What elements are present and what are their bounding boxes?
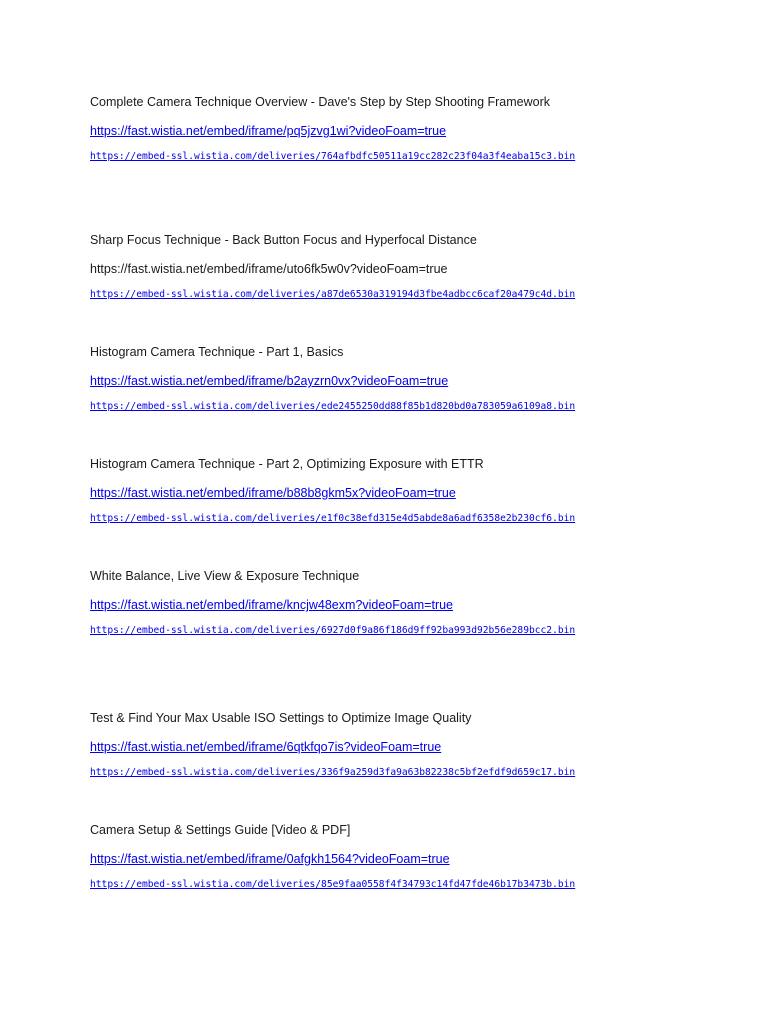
download-link[interactable]: https://embed-ssl.wistia.com/deliveries/ede2455250dd88f85b1d820bd0a783059a6109a8.bin [90, 401, 576, 412]
embed-url-text: https://fast.wistia.net/embed/iframe/uto6fk5w0v?videoFoam=true [90, 262, 448, 276]
video-title: Test & Find Your Max Usable ISO Settings to Optimize Image Quality [90, 711, 472, 725]
embed-link[interactable]: https://fast.wistia.net/embed/iframe/kncjw48exm?videoFoam=true [90, 598, 454, 612]
download-link[interactable]: https://embed-ssl.wistia.com/deliveries/764afbdfc50511a19cc282c23f04a3f4eaba15c3.bin [90, 151, 576, 162]
embed-link[interactable]: https://fast.wistia.net/embed/iframe/pq5jzvg1wi?videoFoam=true [90, 124, 447, 138]
embed-link[interactable]: https://fast.wistia.net/embed/iframe/b2ayzrn0vx?videoFoam=true [90, 374, 449, 388]
video-title: Camera Setup & Settings Guide [Video & PDF] [90, 823, 351, 837]
embed-link[interactable]: https://fast.wistia.net/embed/iframe/6qtkfqo7is?videoFoam=true [90, 740, 442, 754]
video-title: Histogram Camera Technique - Part 1, Basics [90, 345, 344, 359]
embed-link[interactable]: https://fast.wistia.net/embed/iframe/0afgkh1564?videoFoam=true [90, 852, 450, 866]
download-link[interactable]: https://embed-ssl.wistia.com/deliveries/e1f0c38efd315e4d5abde8a6adf6358e2b230cf6.bin [90, 513, 576, 524]
download-link[interactable]: https://embed-ssl.wistia.com/deliveries/85e9faa0558f4f34793c14fd47fde46b17b3473b.bin [90, 879, 576, 890]
download-link[interactable]: https://embed-ssl.wistia.com/deliveries/336f9a259d3fa9a63b82238c5bf2efdf9d659c17.bin [90, 767, 576, 778]
embed-link[interactable]: https://fast.wistia.net/embed/iframe/b88b8gkm5x?videoFoam=true [90, 486, 456, 500]
video-title: Complete Camera Technique Overview - Dave's Step by Step Shooting Framework [90, 95, 551, 109]
video-title: White Balance, Live View & Exposure Technique [90, 569, 360, 583]
video-title: Sharp Focus Technique - Back Button Focus and Hyperfocal Distance [90, 233, 477, 247]
document-page [90, 0, 750, 1024]
video-title: Histogram Camera Technique - Part 2, Optimizing Exposure with ETTR [90, 457, 484, 471]
download-link[interactable]: https://embed-ssl.wistia.com/deliveries/a87de6530a319194d3fbe4adbcc6caf20a479c4d.bin [90, 289, 576, 300]
download-link[interactable]: https://embed-ssl.wistia.com/deliveries/6927d0f9a86f186d9ff92ba993d92b56e289bcc2.bin [90, 625, 576, 636]
